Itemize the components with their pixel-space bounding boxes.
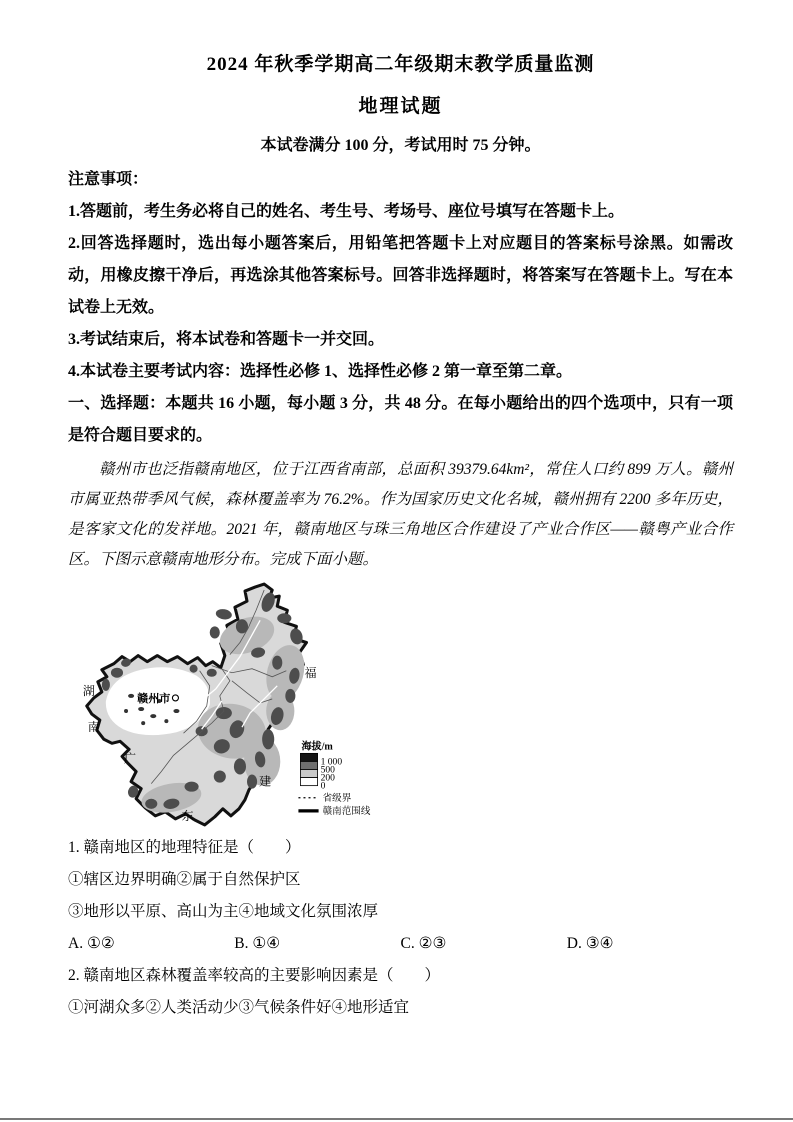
ganzhou-city-marker [172,695,178,701]
fujian-label-char-1: 福 [304,665,317,680]
notice-item-4: 4.本试卷主要考试内容：选择性必修 1、选择性必修 2 第一章至第二章。 [68,363,573,380]
page-bottom-border [0,1118,793,1120]
map-legend [298,739,370,817]
notice-item-2: 2.回答选择题时，选出每小题答案后，用铅笔把答题卡上对应题目的答案标号涂黑。如需改动，用橡皮擦干净后，再选涂其他答案标号。回答非选择题时，将答案写在答题卡上。写在本试卷上无效。 [68,235,733,316]
question-2-options-line-1: ①河湖众多②人类活动少③气候条件好④地形适宜 [68,999,410,1016]
notice-item-3: 3.考试结束后，将本试卷和答题卡一并交回。 [68,331,385,348]
passage-paragraph: 赣州市也泛指赣南地区，位于江西省南部，总面积 39379.64km²，常住人口约 899 万人。赣州市属亚热带季风气候，森林覆盖率为 76.2%。作为国家历史文化名城，赣州拥有 2200 多年历史，是客家文化的发祥地。2021 年，赣南地区与珠三角地区合作建设了产业合作区——赣粤产业合作区。下图示意赣南地形分布。完成下面小题。 [68,461,733,568]
page-subtitle: 地理试题 [358,96,443,117]
question-1-choice-b: B. ①④ [234,935,281,952]
legend-swatch-1000 [300,753,317,761]
exam-info-line: 本试卷满分 100 分，考试用时 75 分钟。 [260,137,541,154]
legend-swatch-200 [300,770,317,778]
question-1-choice-c: C. ②③ [400,935,447,952]
terrain-map-figure [70,580,420,832]
question-1-options-line-2: ③地形以平原、高山为主④地域文化氛围浓厚 [68,903,379,920]
section-heading: 一、选择题：本题共 16 小题，每小题 3 分，共 48 分。在每小题给出的四个选项中，只有一项是符合题目要求的。 [68,395,733,444]
notice-item-1: 1.答题前，考生务必将自己的姓名、考生号、考场号、座位号填写在答题卡上。 [68,203,625,220]
fujian-label-char-2: 建 [259,774,272,789]
legend-value-200: 200 [320,772,335,784]
ganzhou-city-label: 赣州市 [137,692,171,705]
legend-gannan-boundary-label: 赣南范围线 [322,805,371,817]
question-1-options-line-1: ①辖区边界明确②属于自然保护区 [68,871,301,888]
legend-value-1000: 1 000 [320,756,343,768]
guangdong-label-char-1: 广 [124,751,137,766]
legend-province-boundary-label: 省级界 [322,792,352,804]
guangdong-label-char-2: 东 [181,808,194,823]
question-1-choice-a: A. ①② [68,935,115,952]
notice-heading: 注意事项： [68,171,149,188]
legend-value-500: 500 [320,764,335,776]
legend-value-0: 0 [320,780,326,792]
question-1-choices [68,928,733,960]
page-title: 2024 年秋季学期高二年级期末教学质量监测 [206,54,595,75]
legend-swatch-0 [300,778,317,786]
hunan-label-char-1: 湖 [82,683,95,698]
hunan-label-char-2: 南 [87,720,100,735]
question-1-choice-d: D. ③④ [566,935,614,952]
legend-title: 海拔/m [301,741,333,753]
question-1-stem: 1. 赣南地区的地理特征是（ ） [68,839,301,856]
question-2-stem: 2. 赣南地区森林覆盖率较高的主要影响因素是（ ） [68,967,441,984]
legend-swatch-500 [300,761,317,769]
gannan-terrain-map [70,580,420,832]
